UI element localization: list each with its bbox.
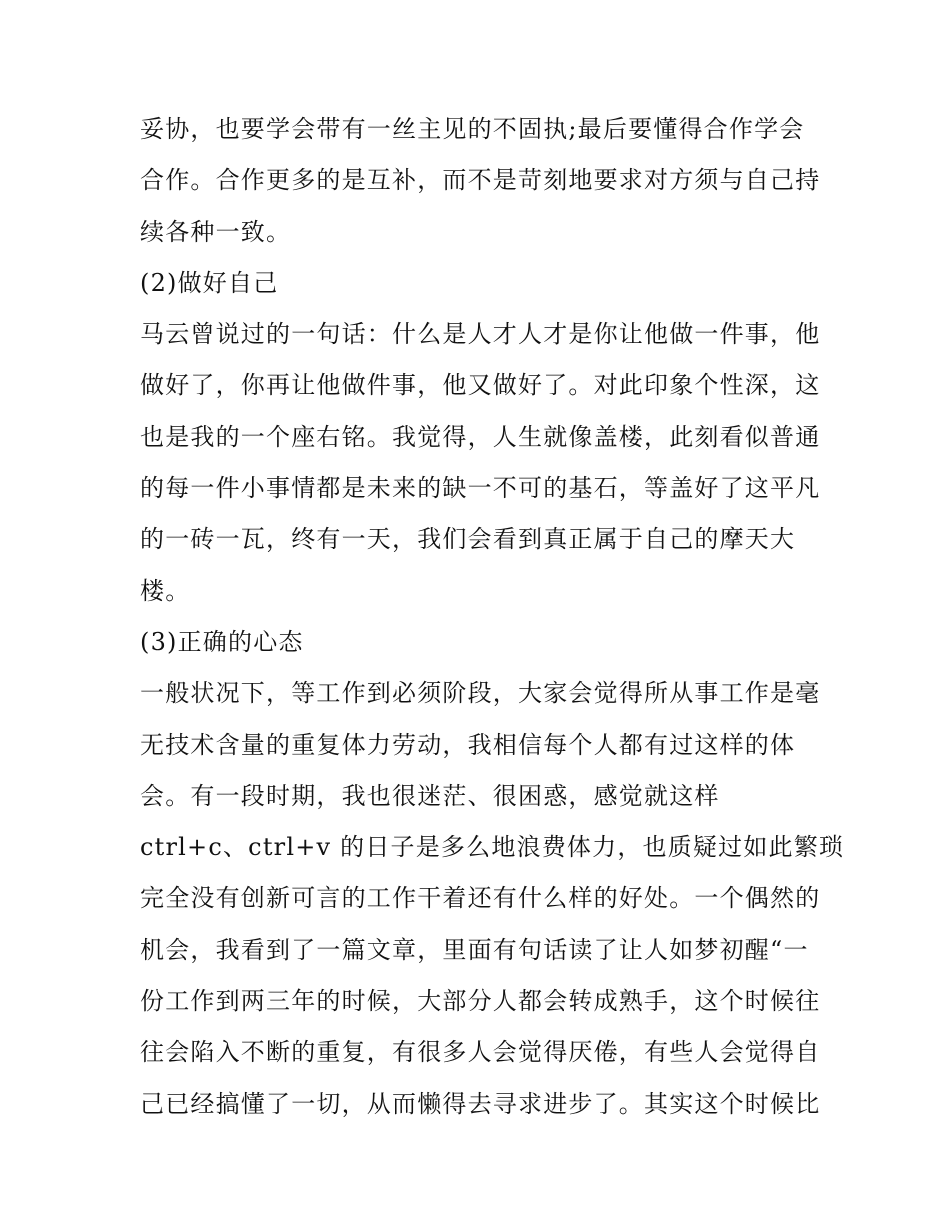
text-line: 楼。 — [140, 576, 191, 605]
text-line: 续各种一致。 — [140, 217, 292, 246]
text-line: 妥协，也要学会带有一丝主见的不固执;最后要懂得合作学会 — [140, 115, 805, 143]
text-line: 完全没有创新可言的工作干着还有什么样的好处。一个偶然的 — [140, 884, 821, 913]
text-line: 也是我的一个座右铭。我觉得，人生就像盖楼，此刻看似普通 — [140, 422, 821, 451]
text-line: 无技术含量的重复体力劳动，我相信每个人都有过这样的体 — [140, 730, 796, 759]
body-text — [140, 104, 845, 1130]
text-line: 机会，我看到了一篇文章，里面有句话读了让人如梦初醒“一 — [140, 935, 809, 964]
text-line: 马云曾说过的一句话：什么是人才人才是你让他做一件事，他 — [140, 320, 821, 349]
text-line: 做好了，你再让他做件事，他又做好了。对此印象个性深，这 — [140, 371, 821, 400]
text-line: 己已经搞懂了一切，从而懒得去寻求进步了。其实这个时候比 — [140, 1089, 821, 1118]
section-heading: (2)做好自己 — [140, 268, 279, 297]
text-line: 会。有一段时期，我也很迷茫、很困惑，感觉就这样 — [140, 781, 720, 810]
text-line: 的每一件小事情都是未来的缺一不可的基石，等盖好了这平凡 — [140, 474, 821, 503]
section-heading: (3)正确的心态 — [140, 627, 304, 656]
text-line: 往会陷入不断的重复，有很多人会觉得厌倦，有些人会觉得自 — [140, 1038, 821, 1067]
text-line: 份工作到两三年的时候，大部分人都会转成熟手，这个时候往 — [140, 987, 821, 1016]
text-line: 的一砖一瓦，终有一天，我们会看到真正属于自己的摩天大 — [140, 525, 796, 554]
text-line: 合作。合作更多的是互补，而不是苛刻地要求对方须与自己持 — [140, 166, 821, 195]
text-line: 一般状况下，等工作到必须阶段，大家会觉得所从事工作是毫 — [140, 679, 821, 708]
text-line: ctrl+c、ctrl+v 的日子是多么地浪费体力，也质疑过如此繁琐 — [140, 833, 845, 862]
